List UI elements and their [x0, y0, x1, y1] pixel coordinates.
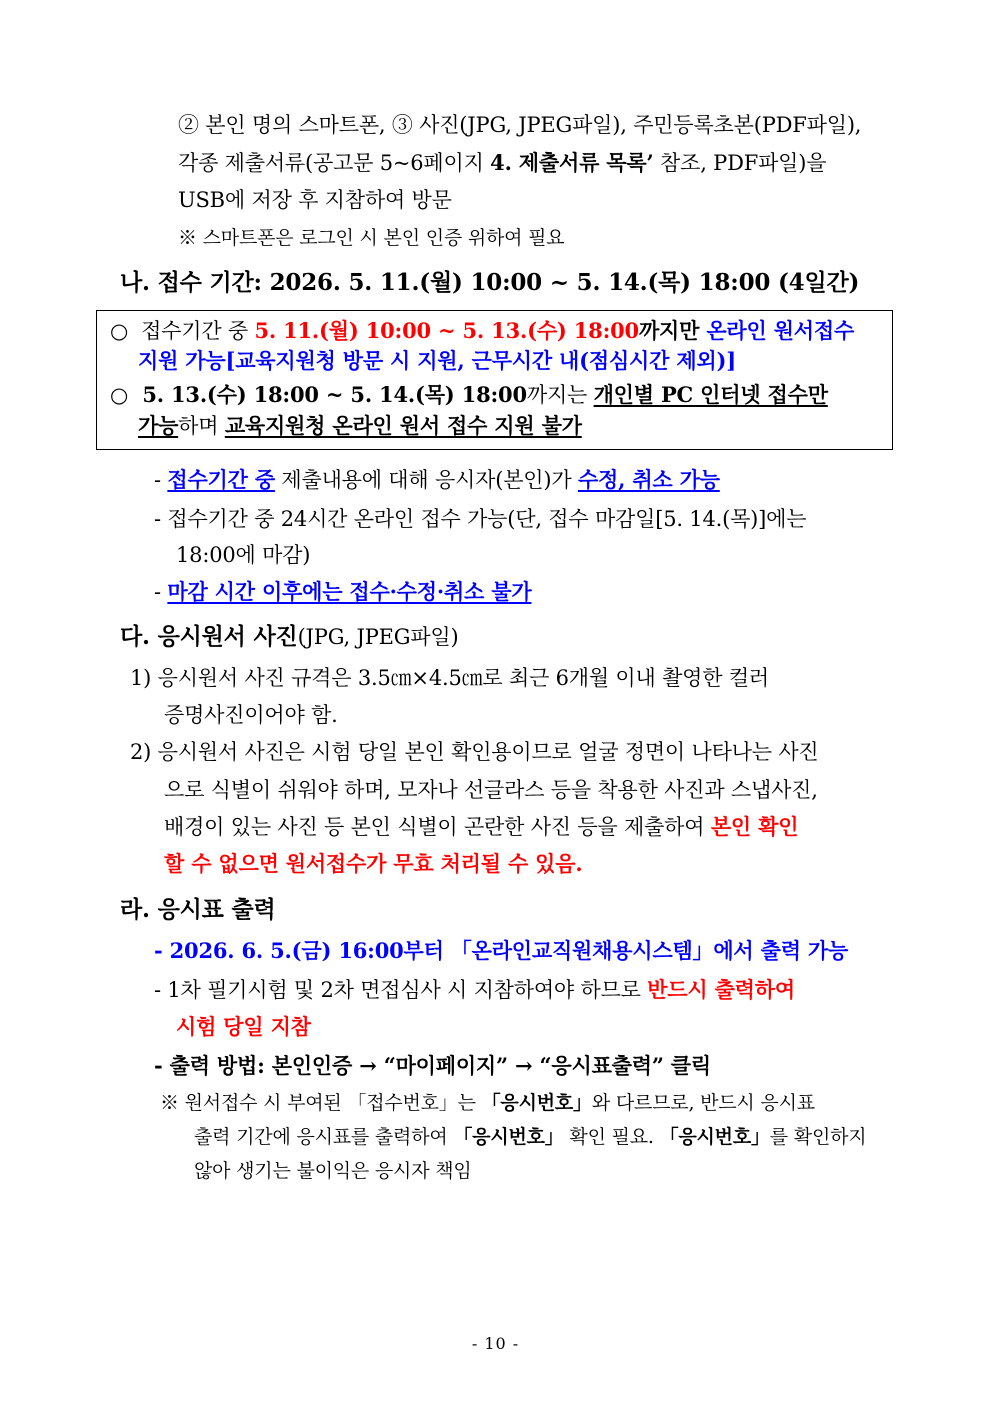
blue-underlined-text: 접수기간 중	[167, 467, 275, 492]
intro-note: ※ 스마트폰은 로그인 시 본인 인증 위하여 필요	[178, 227, 565, 249]
text: 를 확인하지	[769, 1126, 867, 1148]
intro-text: 참조, PDF파일)을	[653, 151, 827, 175]
da-item-2: 2) 응시원서 사진은 시험 당일 본인 확인용이므로 얼굴 정면이 나타나는 사진	[130, 740, 819, 764]
dash: -	[154, 580, 168, 604]
text: - 1차 필기시험 및 2차 면접심사 시 지참하여야 하므로	[154, 978, 648, 1002]
bullet: ○	[110, 383, 129, 407]
red-period: 5. 11.(월) 10:00 ~ 5. 13.(수) 18:00	[254, 318, 639, 343]
intro-line-3: USB에 저장 후 지참하여 방문	[178, 188, 452, 212]
blue-underlined-text: 마감 시간 이후에는 접수·수정·취소 불가	[167, 579, 532, 604]
text: ※ 원서접수 시 부여된 「접수번호」는	[160, 1092, 482, 1114]
section-da-title	[120, 622, 459, 652]
na-dash-2-cont: 18:00에 마감)	[176, 543, 311, 567]
ra-dash-1: - 2026. 6. 5.(금) 16:00부터 「온라인교직원채용시스템」에서 출력 가능	[154, 938, 849, 963]
text: 하며	[178, 414, 225, 438]
text: 배경이 있는 사진 등 본인 식별이 곤란한 사진 등을 제출하여	[164, 815, 711, 839]
notice-box-line-3	[110, 380, 828, 410]
dash: -	[154, 468, 168, 492]
ra-dash-3: - 출력 방법: 본인인증 → “마이페이지” → “응시표출력” 클릭	[154, 1053, 711, 1078]
intro-text: 각종 제출서류(공고문 5~6페이지	[178, 151, 491, 175]
da-item-1: 1) 응시원서 사진 규격은 3.5㎝×4.5㎝로 최근 6개월 이내 촬영한 컬러	[130, 666, 769, 690]
red-text: 본인 확인	[710, 814, 799, 839]
da-item-1-cont: 증명사진이어야 함.	[164, 703, 338, 727]
intro-line-2	[178, 148, 826, 178]
section-ra-title: 라. 응시표 출력	[120, 896, 276, 923]
heading-text: 다. 응시원서 사진	[120, 623, 298, 650]
underlined-text: 교육지원청 온라인 원서 접수 지원 불가	[224, 413, 582, 438]
ra-dash-2	[154, 975, 795, 1005]
na-dash-3	[154, 577, 531, 607]
bold-text: 「응시번호」	[453, 1126, 564, 1148]
text: 접수기간 중	[141, 319, 255, 343]
heading-suffix: (JPG, JPEG파일)	[297, 625, 459, 649]
underlined-text: 가능	[138, 413, 179, 438]
na-dash-2: - 접수기간 중 24시간 온라인 접수 가능(단, 접수 마감일[5. 14.(목)]에는	[154, 507, 807, 531]
blue-text: 온라인 원서접수	[706, 318, 855, 343]
na-dash-1	[154, 465, 720, 495]
text: 와 다르므로, 반드시 응시표	[591, 1092, 815, 1114]
ra-note-2	[194, 1122, 866, 1152]
ra-dash-2-cont: 시험 당일 지참	[176, 1014, 311, 1039]
text: 확인 필요.	[563, 1126, 660, 1148]
da-item-2-cont-1: 으로 식별이 쉬워야 하며, 모자나 선글라스 등을 착용한 사진과 스냅사진,	[164, 778, 818, 802]
ra-note-1	[160, 1088, 815, 1118]
text: 출력 기간에 응시표를 출력하여	[194, 1126, 454, 1148]
da-item-2-cont-3: 할 수 없으면 원서접수가 무효 처리될 수 있음.	[164, 851, 583, 876]
blue-underlined-text: 수정, 취소 가능	[577, 467, 720, 492]
intro-bold-ref: 4. 제출서류 목록’	[490, 150, 654, 175]
intro-line-1: ② 본인 명의 스마트폰, ③ 사진(JPG, JPEG파일), 주민등록초본(PDF파일),	[178, 113, 862, 137]
bold-text: 「응시번호」	[481, 1092, 592, 1114]
bold-text: 「응시번호」	[659, 1126, 770, 1148]
text: 5. 13.(수) 18:00 ~ 5. 14.(목) 18:00	[142, 382, 527, 407]
text: 까지는	[526, 383, 594, 407]
section-na-title: 나. 접수 기간: 2026. 5. 11.(월) 10:00 ~ 5. 14.(목) 18:00 (4일간)	[120, 269, 860, 296]
ra-note-3: 않아 생기는 불이익은 응시자 책임	[194, 1160, 472, 1182]
notice-box-line-4	[138, 411, 582, 441]
notice-box-line-1	[110, 316, 854, 346]
da-item-2-cont-2	[164, 812, 798, 842]
page-number: - 10 -	[471, 1334, 520, 1353]
notice-box-line-2: 지원 가능[교육지원청 방문 시 지원, 근무시간 내(점심시간 제외)]	[138, 348, 736, 373]
underlined-text: 개인별 PC 인터넷 접수만	[593, 382, 828, 407]
text: 제출내용에 대해 응시자(본인)가	[274, 468, 578, 492]
text: 까지만	[638, 318, 707, 343]
bullet: ○	[110, 319, 129, 343]
red-text: 반드시 출력하여	[647, 977, 795, 1002]
